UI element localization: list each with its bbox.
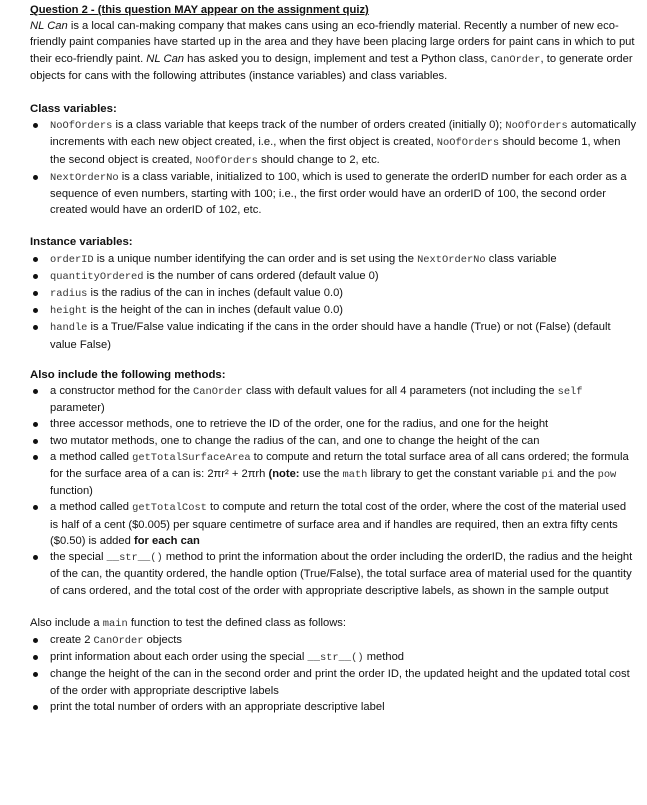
class-name: CanOrder — [490, 53, 541, 66]
list-item: handle is a True/False value indicating if the cans in the order should have a handle (True) or not (False) (default value False) — [30, 319, 637, 352]
main-function-list — [30, 632, 637, 715]
company-name: NL Can — [30, 20, 68, 33]
list-item: orderID is a unique number identifying the can order and is set using the NextOrderNo class variable — [30, 251, 637, 268]
methods-list — [30, 383, 637, 599]
list-item: quantityOrdered is the number of cans ordered (default value 0) — [30, 268, 637, 285]
list-item: print the total number of orders with an appropriate descriptive label — [30, 699, 637, 715]
list-item: the special __str__() method to print the information about the order including the orderID, the radius and the height of the can, the quantity ordered, the handle option (True/False), the total surface area of material used for the quantity of cans ordered, and the total cost of the order with appropriate descriptive labels, as shown in the sample output — [30, 549, 637, 599]
methods-heading: Also include the following methods: — [30, 368, 226, 381]
list-item: change the height of the can in the second order and print the order ID, the updated height and the updated total cost of the order with appropriate descriptive labels — [30, 666, 637, 698]
list-item: a method called getTotalCost to compute and return the total cost of the order, where the cost of the material used is half of a cent ($0.005) per square centimetre of surface area and if handles are required, then an extra fifty cents ($0.50) is added for each can — [30, 499, 637, 549]
company-name: NL Can — [146, 52, 185, 65]
intro-paragraph: NL Can is a local can-making company that makes cans using an eco-friendly material. Recently a number of new eco-friendly paint companies have started up in the area and they have been placing large orders for paint cans in which to put their eco-friendly paint. NL Can has asked you to design, implement and test a Python class, CanOrder, to generate order objects for cans with the following attributes (instance variables) and class variables. — [30, 20, 635, 82]
instance-variables-heading: Instance variables: — [30, 236, 133, 249]
list-item: NextOrderNo is a class variable, initialized to 100, which is used to generate the orderID number for each order as a sequence of even numbers, starting with 100; i.e., the first order would have an orderID of 100, the second order created would have an orderID of 102, etc. — [30, 169, 637, 219]
instance-variables-list — [30, 251, 637, 353]
list-item: three accessor methods, one to retrieve the ID of the order, one for the radius, and one for the height — [30, 416, 637, 432]
list-item: a constructor method for the CanOrder class with default values for all 4 parameters (not including the self parameter) — [30, 383, 637, 416]
list-item: radius is the radius of the can in inches (default value 0.0) — [30, 285, 637, 302]
list-item: print information about each order using the special __str__() method — [30, 649, 637, 666]
list-item: a method called getTotalSurfaceArea to compute and return the total surface area of all cans ordered; the formula for the surface area of a can is: 2πr² + 2πrh (note: use the math library to get the constant variable pi and the pow function) — [30, 449, 637, 500]
list-item: height is the height of the can in inches (default value 0.0) — [30, 302, 637, 319]
list-item: NoOfOrders is a class variable that keeps track of the number of orders created (initially 0); NoOfOrders automatically increments with each new object created, i.e., when the first object is created, NoOfOrders should become 1, when the second object is created, NoOfOrders should change to 2, etc. — [30, 117, 637, 169]
list-item: two mutator methods, one to change the radius of the can, and one to change the height of the can — [30, 433, 637, 449]
class-variables-heading: Class variables: — [30, 103, 117, 116]
class-variables-list — [30, 117, 637, 218]
list-item: create 2 CanOrder objects — [30, 632, 637, 649]
question-title: Question 2 - (this question MAY appear on the assignment quiz) — [30, 4, 369, 16]
main-function-intro: Also include a main function to test the defined class as follows: — [30, 616, 346, 630]
